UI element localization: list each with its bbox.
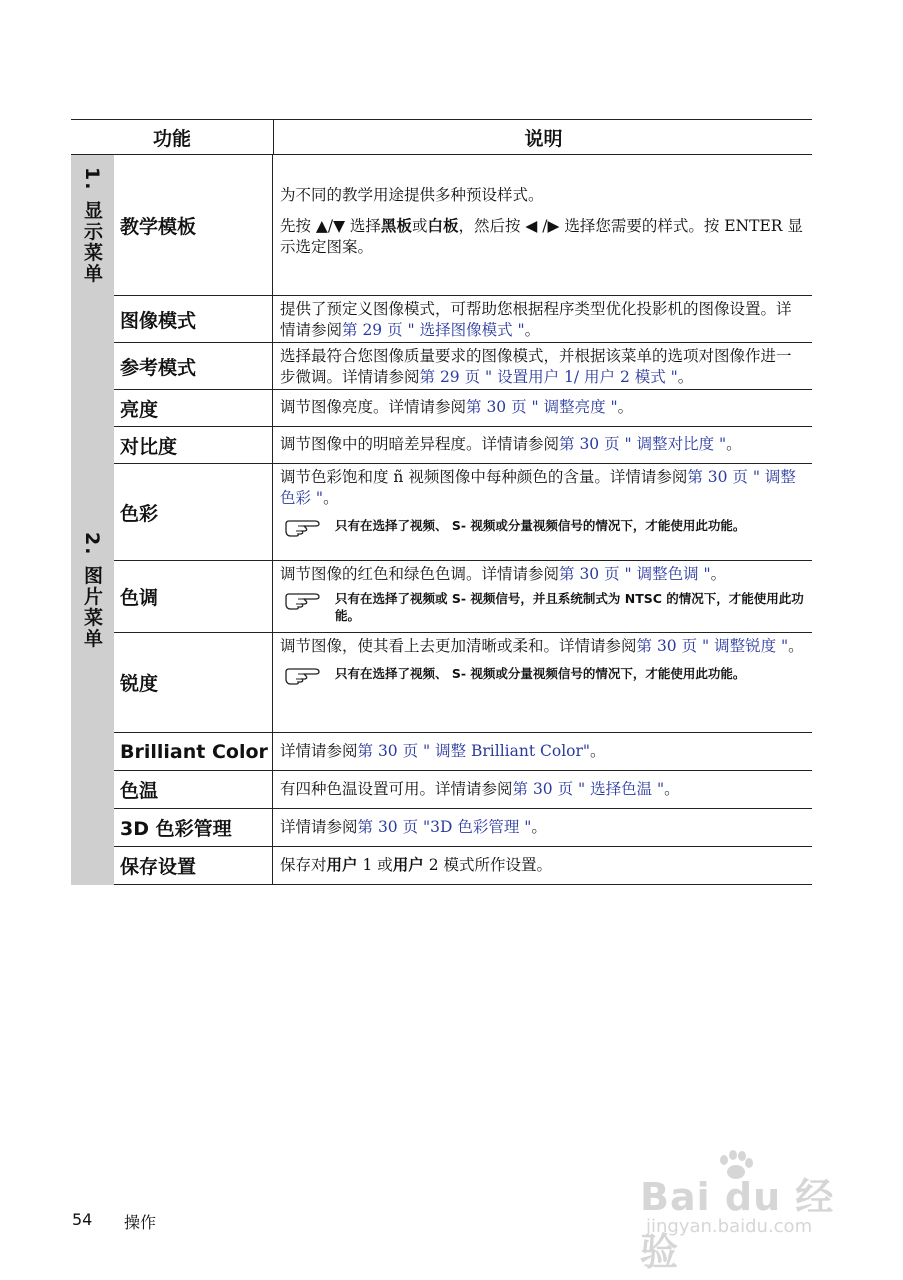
row-name: 锐度 — [114, 633, 273, 732]
row-description — [273, 464, 812, 560]
desc-end: 。 — [677, 368, 694, 386]
table-row — [114, 155, 812, 296]
row-name: 参考模式 — [114, 343, 273, 389]
row-name: 教学模板 — [114, 155, 273, 295]
desc-bold: 用户 — [326, 856, 358, 874]
row-name: 色彩 — [114, 464, 273, 560]
pointing-hand-icon — [284, 518, 322, 538]
desc-text: 保存对 — [280, 856, 327, 874]
row-name: 色调 — [114, 561, 273, 632]
desc-text: 调节色彩饱和度 ñ 视频图像中每种颜色的含量。详情请参阅 — [280, 468, 688, 486]
row-description — [273, 390, 812, 426]
desc-paragraph — [280, 467, 806, 509]
row-name: 保存设置 — [114, 847, 273, 884]
row-description — [273, 633, 812, 732]
row-name: 对比度 — [114, 427, 273, 463]
row-description — [273, 847, 812, 884]
page-reference-link[interactable]: 第 30 页 " 调整锐度 " — [636, 637, 789, 655]
desc-end: 。 — [664, 780, 680, 798]
desc-text: 或 — [411, 217, 428, 235]
note-text: 只有在选择了视频、 S- 视频或分量视频信号的情况下，才能使用此功能。 — [335, 666, 746, 681]
row-description — [273, 427, 812, 463]
table-row — [114, 733, 812, 771]
table-row — [114, 296, 812, 343]
row-description — [273, 561, 812, 632]
desc-text: 详情请参阅 — [280, 742, 358, 760]
desc-end: 。 — [524, 321, 541, 339]
note — [280, 590, 806, 624]
watermark-brand: Bai du 经验 — [640, 1175, 835, 1274]
page-reference-link[interactable]: 第 30 页 " 调整对比度 " — [559, 435, 727, 453]
page-reference-link[interactable]: 第 29 页 " 设置用户 1/ 用户 2 模式 " — [419, 368, 678, 386]
section-label: 1. 显示菜单 — [81, 166, 103, 285]
desc-text: 有四种色温设置可用。详情请参阅 — [280, 780, 513, 798]
row-description — [273, 155, 812, 295]
note — [280, 517, 806, 534]
desc-text: 先按 ▲/▼ 选择 — [280, 217, 381, 235]
row-name: Brilliant Color — [114, 733, 273, 770]
desc-end: 。 — [710, 565, 727, 583]
row-description — [273, 343, 812, 389]
desc-bold: 白板 — [427, 217, 459, 235]
desc-line: 为不同的教学用途提供多种预设样式。 — [280, 186, 544, 204]
desc-text: 调节图像亮度。详情请参阅 — [280, 398, 467, 416]
note-text: 只有在选择了视频或 S- 视频信号，并且系统制式为 NTSC 的情况下，才能使用此功能。 — [335, 591, 804, 623]
table-row — [114, 561, 812, 633]
row-name: 亮度 — [114, 390, 273, 426]
row-name: 图像模式 — [114, 296, 273, 342]
table-header — [71, 119, 812, 155]
page-reference-link[interactable]: 第 29 页 " 选择图像模式 " — [342, 321, 525, 339]
section-band-picture-menu — [71, 296, 114, 885]
header-function: 功能 — [152, 127, 191, 150]
table-row — [114, 343, 812, 390]
note-text: 只有在选择了视频、 S- 视频或分量视频信号的情况下，才能使用此功能。 — [335, 518, 746, 533]
desc-text: ，然后按 ◀ /▶ 选择您需要的样式。按 ENTER 显示选定图案。 — [280, 217, 803, 256]
desc-text: 调节图像的红色和绿色色调。详情请参阅 — [280, 565, 560, 583]
page-reference-link[interactable]: 第 30 页 " 调整 Brilliant Color" — [357, 742, 591, 760]
table-row — [114, 464, 812, 561]
table-row — [114, 847, 812, 885]
note — [280, 665, 806, 682]
section-title: 操作 — [124, 1213, 157, 1232]
row-name: 3D 色彩管理 — [114, 809, 273, 846]
function-table — [71, 119, 812, 885]
section-band-display-menu — [71, 155, 114, 296]
desc-text: 选择最符合您图像质量要求的图像模式，并根据该菜单的选项对图像作进一步微调。详情请参阅 — [280, 347, 792, 386]
row-name: 色温 — [114, 771, 273, 808]
desc-text: 调节图像中的明暗差异程度。详情请参阅 — [280, 435, 560, 453]
desc-paragraph — [280, 564, 806, 585]
page-reference-link[interactable]: 第 30 页 " 调整色调 " — [559, 565, 711, 583]
pointing-hand-icon — [284, 591, 322, 611]
page-number: 54 — [72, 1210, 93, 1229]
table-row — [114, 633, 812, 733]
desc-text: 详情请参阅 — [280, 818, 358, 836]
header-description: 说明 — [273, 120, 813, 154]
desc-text: 2 模式所作设置。 — [423, 856, 552, 874]
page-reference-link[interactable]: 第 30 页 " 调整色彩 " — [280, 468, 796, 507]
desc-end: 。 — [788, 637, 804, 655]
section-label: 2. 图片菜单 — [81, 531, 103, 650]
desc-text: 提供了预定义图像模式，可帮助您根据程序类型优化投影机的图像设置。详情请参阅 — [280, 300, 792, 339]
desc-paragraph — [280, 216, 806, 258]
desc-paragraph — [280, 636, 806, 657]
desc-end: 。 — [590, 742, 606, 760]
row-description — [273, 733, 812, 770]
table-row — [114, 390, 812, 427]
desc-bold: 用户 — [392, 856, 424, 874]
desc-end: 。 — [323, 489, 339, 507]
desc-end: 。 — [617, 398, 634, 416]
row-description — [273, 296, 812, 342]
row-description — [273, 771, 812, 808]
page-reference-link[interactable]: 第 30 页 "3D 色彩管理 " — [357, 818, 532, 836]
table-row — [114, 771, 812, 809]
watermark — [640, 1150, 850, 1274]
table-row — [114, 427, 812, 464]
desc-end: 。 — [531, 818, 547, 836]
desc-end: 。 — [726, 435, 742, 453]
page-reference-link[interactable]: 第 30 页 " 调整亮度 " — [466, 398, 618, 416]
table-row — [114, 809, 812, 847]
row-description — [273, 809, 812, 846]
watermark-url: jingyan.baidu.com — [646, 1216, 813, 1237]
desc-bold: 黑板 — [380, 217, 412, 235]
pointing-hand-icon — [284, 666, 322, 686]
desc-text: 1 或 — [357, 856, 393, 874]
page-reference-link[interactable]: 第 30 页 " 选择色温 " — [512, 780, 665, 798]
desc-text: 调节图像，使其看上去更加清晰或柔和。详情请参阅 — [280, 637, 637, 655]
